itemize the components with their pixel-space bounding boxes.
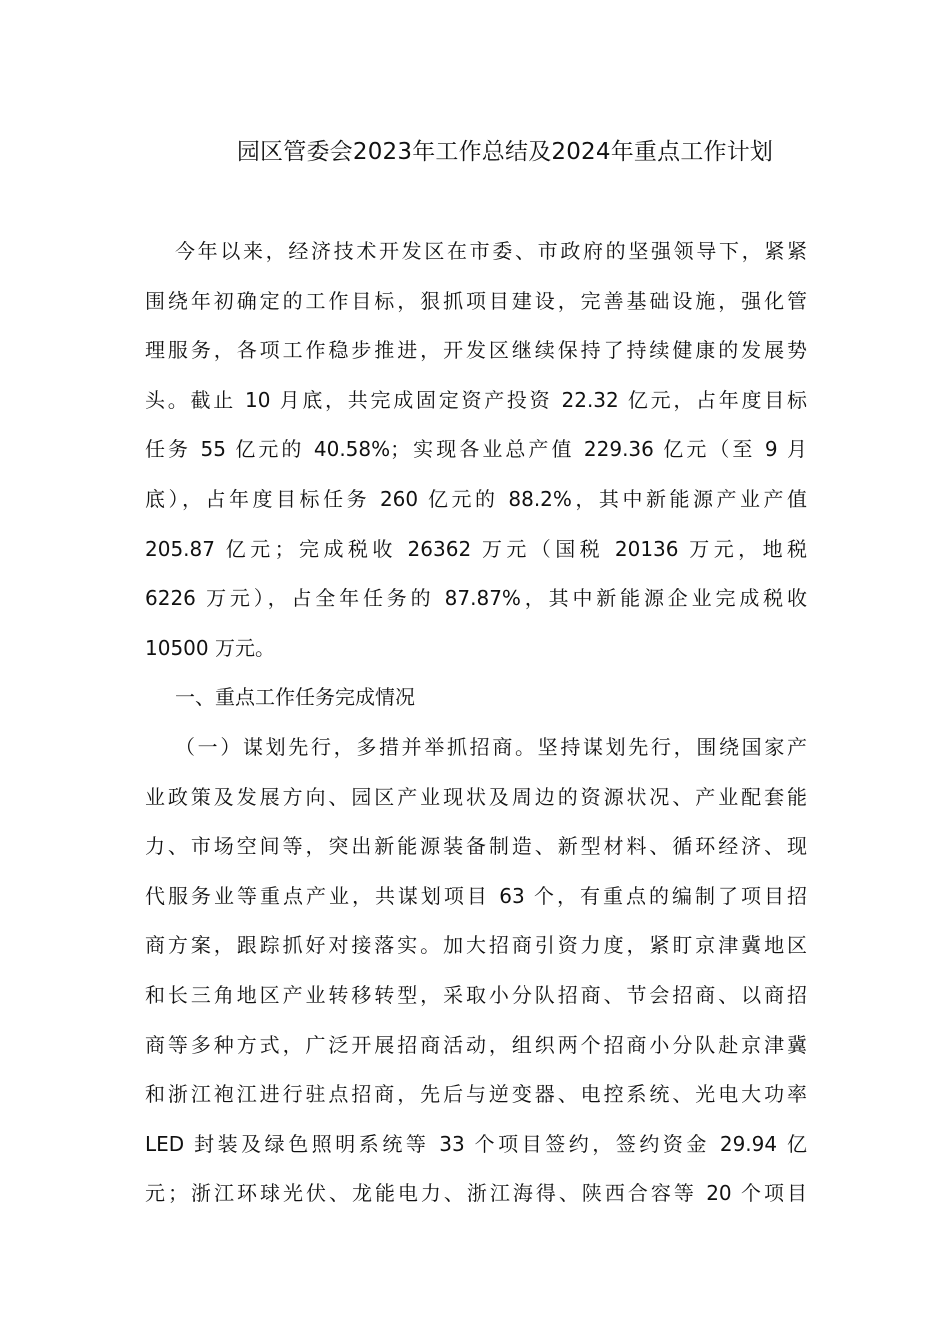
paragraph-line: 商方案，跟踪抓好对接落实。加大招商引资力度，紧盯京津冀地区 [145,933,807,958]
paragraph-line: 205.87 亿元；完成税收 26362 万元（国税 20136 万元，地税 [145,536,807,561]
paragraph-investment [145,723,807,1219]
paragraph-line: 今年以来，经济技术开发区在市委、市政府的坚强领导下，紧紧 [175,239,807,263]
paragraph-line: 围绕年初确定的工作目标，狠抓项目建设，完善基础设施，强化管 [145,288,807,313]
paragraph-line: 和长三角地区产业转移转型，采取小分队招商、节会招商、以商招 [145,982,807,1007]
paragraph-line: 头。截止 10 月底，共完成固定资产投资 22.32 亿元，占年度目标 [145,387,807,412]
paragraph-line: 和浙江袍江进行驻点招商，先后与逆变器、电控系统、光电大功率 [145,1082,807,1107]
paragraph-line: 10500 万元。 [145,635,275,660]
paragraph-line: 商等多种方式，广泛开展招商活动，组织两个招商小分队赴京津冀 [145,1032,807,1057]
section-heading-text: 一、重点工作任务完成情况 [175,685,415,709]
paragraph-line: 任务 55 亿元的 40.58%；实现各业总产值 229.36 亿元（至 9 月 [145,437,807,462]
paragraph-line: 业政策及发展方向、园区产业现状及周边的资源状况、产业配套能 [145,784,807,809]
paragraph-line: 底），占年度目标任务 260 亿元的 88.2%，其中新能源产业产值 [145,486,807,511]
paragraph-line: 6226 万元），占全年任务的 87.87%，其中新能源企业完成税收 [145,586,807,611]
paragraph-line: （一）谋划先行，多措并举抓招商。坚持谋划先行，围绕国家产 [175,735,807,759]
paragraph-line: 代服务业等重点产业，共谋划项目 63 个，有重点的编制了项目招 [145,883,807,908]
paragraph-line: 力、市场空间等，突出新能源装备制造、新型材料、循环经济、现 [145,834,807,859]
document-title: 园区管委会2023年工作总结及2024年重点工作计划 [236,139,774,165]
paragraph-line: 理服务，各项工作稳步推进，开发区继续保持了持续健康的发展势 [145,338,807,363]
paragraph-intro [145,227,807,673]
paragraph-line: LED 封装及绿色照明系统等 33 个项目签约，签约资金 29.94 亿 [145,1131,807,1156]
paragraph-line: 元；浙江环球光伏、龙能电力、浙江海得、陕西合容等 20 个项目 [145,1181,807,1206]
section-heading [145,673,807,723]
